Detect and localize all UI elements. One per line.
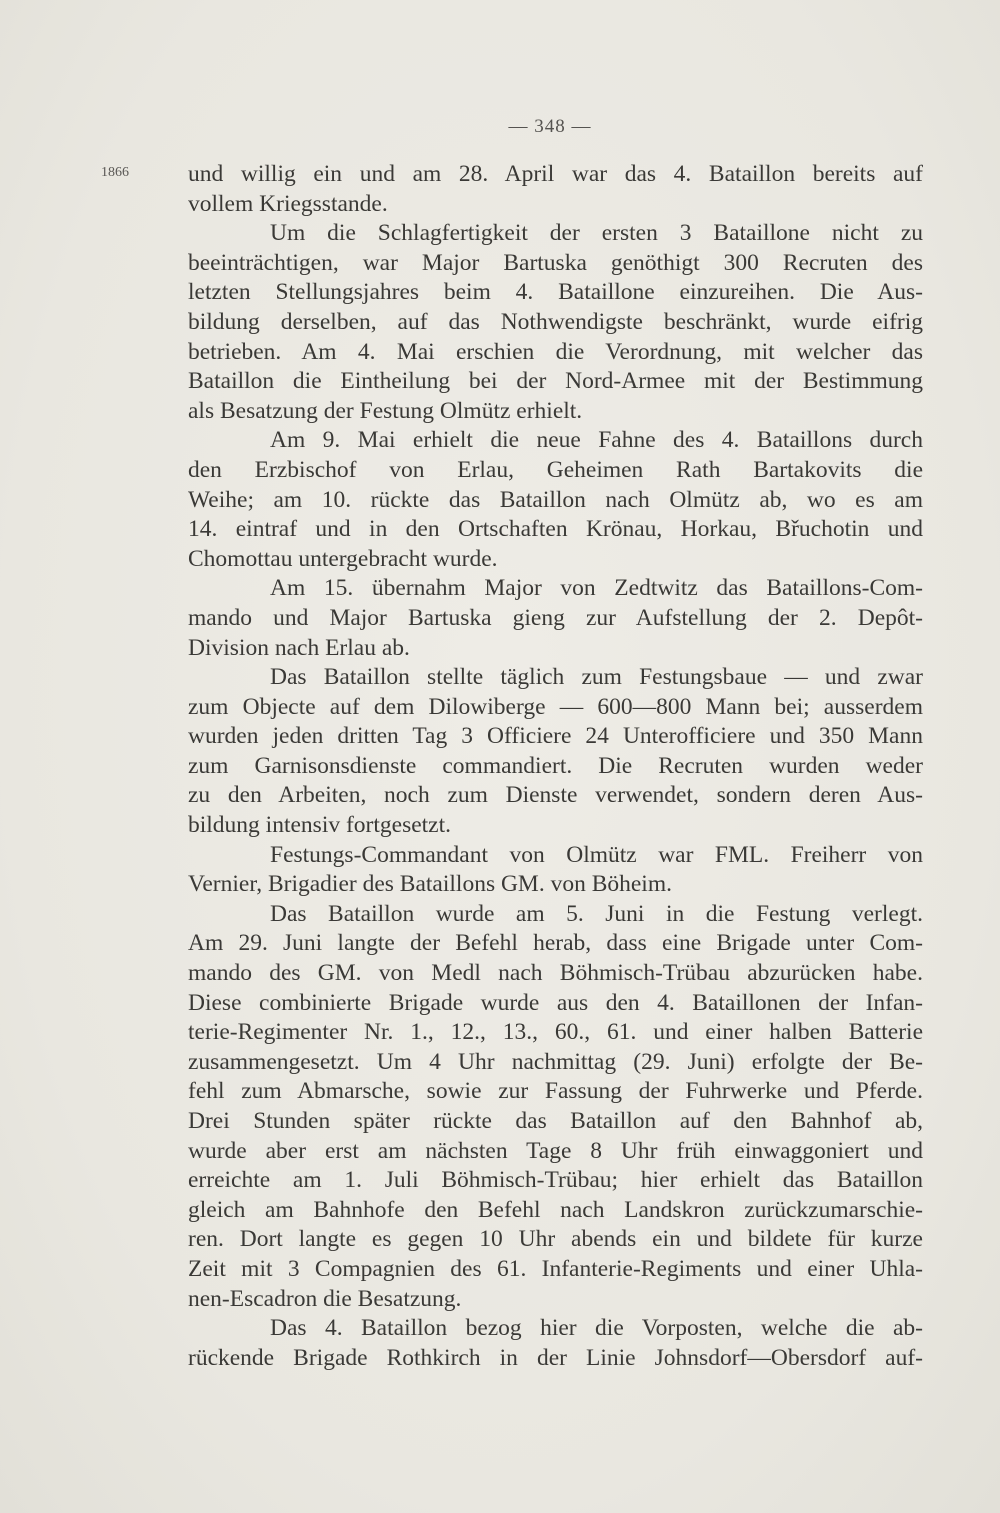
text-line: Am 9. Mai erhielt die neue Fahne des 4. Bataillons durch: [270, 427, 923, 454]
margin-year-marker: 1866: [101, 165, 129, 180]
text-line: Das 4. Bataillon bezog hier die Vorposten, welche die ab-: [270, 1315, 923, 1342]
text-line: Weihe; am 10. rückte das Bataillon nach Olmütz ab, wo es am: [188, 486, 923, 513]
text-line: wurde aber erst am nächsten Tage 8 Uhr früh einwaggoniert und: [188, 1137, 923, 1164]
text-line: als Besatzung der Festung Olmütz erhielt.: [188, 397, 583, 424]
text-line: wurden jeden dritten Tag 3 Officiere 24 Unterofficiere und 350 Mann: [188, 723, 923, 750]
text-line: nen-Escadron die Besatzung.: [188, 1285, 462, 1312]
text-line: gleich am Bahnhofe den Befehl nach Landskron zurückzumarschie-: [188, 1196, 923, 1223]
text-line: betrieben. Am 4. Mai erschien die Verordnung, mit welcher das: [188, 338, 923, 365]
text-line: vollem Kriegsstande.: [188, 190, 388, 217]
text-line: zu den Arbeiten, noch zum Dienste verwendet, sondern deren Aus-: [188, 782, 923, 809]
text-line: 14. eintraf und in den Ortschaften Krönau, Horkau, Břuchotin und: [188, 516, 923, 543]
text-line: Am 15. übernahm Major von Zedtwitz das Bataillons-Com-: [270, 575, 923, 602]
text-line: bildung derselben, auf das Nothwendigste beschränkt, wurde eifrig: [188, 308, 923, 335]
text-line: Bataillon die Eintheilung bei der Nord-Armee mit der Bestimmung: [188, 368, 923, 395]
text-line: terie-Regimenter Nr. 1., 12., 13., 60., 61. und einer halben Batterie: [188, 1019, 923, 1046]
text-line: mando des GM. von Medl nach Böhmisch-Trübau abzurücken habe.: [188, 960, 923, 987]
text-line: Vernier, Brigadier des Bataillons GM. von Böheim.: [188, 871, 672, 898]
text-line: Diese combinierte Brigade wurde aus den 4. Bataillonen der Infan-: [188, 989, 923, 1016]
text-line: letzten Stellungsjahres beim 4. Bataillone einzureihen. Die Aus-: [188, 279, 923, 306]
text-line: mando und Major Bartuska gieng zur Aufstellung der 2. Depôt-: [188, 604, 923, 631]
page-number: — 348 —: [508, 116, 592, 137]
text-line: Drei Stunden später rückte das Bataillon auf den Bahnhof ab,: [188, 1108, 923, 1134]
text-line: Zeit mit 3 Compagnien des 61. Infanterie-Regiments und einer Uhla-: [188, 1255, 923, 1282]
text-line: zusammengesetzt. Um 4 Uhr nachmittag (29. Juni) erfolgte der Be-: [188, 1048, 923, 1075]
text-line: und willig ein und am 28. April war das 4. Bataillon bereits auf: [188, 161, 923, 187]
text-line: den Erzbischof von Erlau, Geheimen Rath Bartakovits die: [188, 456, 923, 483]
text-line: Das Bataillon wurde am 5. Juni in die Festung verlegt.: [270, 900, 923, 927]
text-line: Um die Schlagfertigkeit der ersten 3 Bataillone nicht zu: [270, 220, 923, 247]
text-line: Das Bataillon stellte täglich zum Festungsbaue — und zwar: [270, 664, 923, 691]
text-line: Festungs-Commandant von Olmütz war FML. Freiherr von: [270, 841, 923, 868]
text-line: fehl zum Abmarsche, sowie zur Fassung der Fuhrwerke und Pferde.: [188, 1078, 923, 1105]
text-line: Chomottau untergebracht wurde.: [188, 545, 498, 572]
text-line: Am 29. Juni langte der Befehl herab, dass eine Brigade unter Com-: [188, 930, 923, 957]
text-line: beeinträchtigen, war Major Bartuska genöthigt 300 Recruten des: [188, 249, 923, 276]
text-line: zum Objecte auf dem Dilowiberge — 600—800 Mann bei; ausserdem: [188, 693, 923, 720]
text-line: erreichte am 1. Juli Böhmisch-Trübau; hier erhielt das Bataillon: [188, 1167, 923, 1194]
text-line: bildung intensiv fortgesetzt.: [188, 812, 452, 839]
text-line: rückende Brigade Rothkirch in der Linie Johnsdorf—Obersdorf auf-: [188, 1344, 923, 1371]
text-line: Division nach Erlau ab.: [188, 634, 410, 661]
body-text: [188, 160, 923, 1373]
text-line: ren. Dort langte es gegen 10 Uhr abends ein und bildete für kurze: [188, 1226, 923, 1253]
text-line: zum Garnisonsdienste commandiert. Die Recruten wurden weder: [188, 752, 923, 779]
